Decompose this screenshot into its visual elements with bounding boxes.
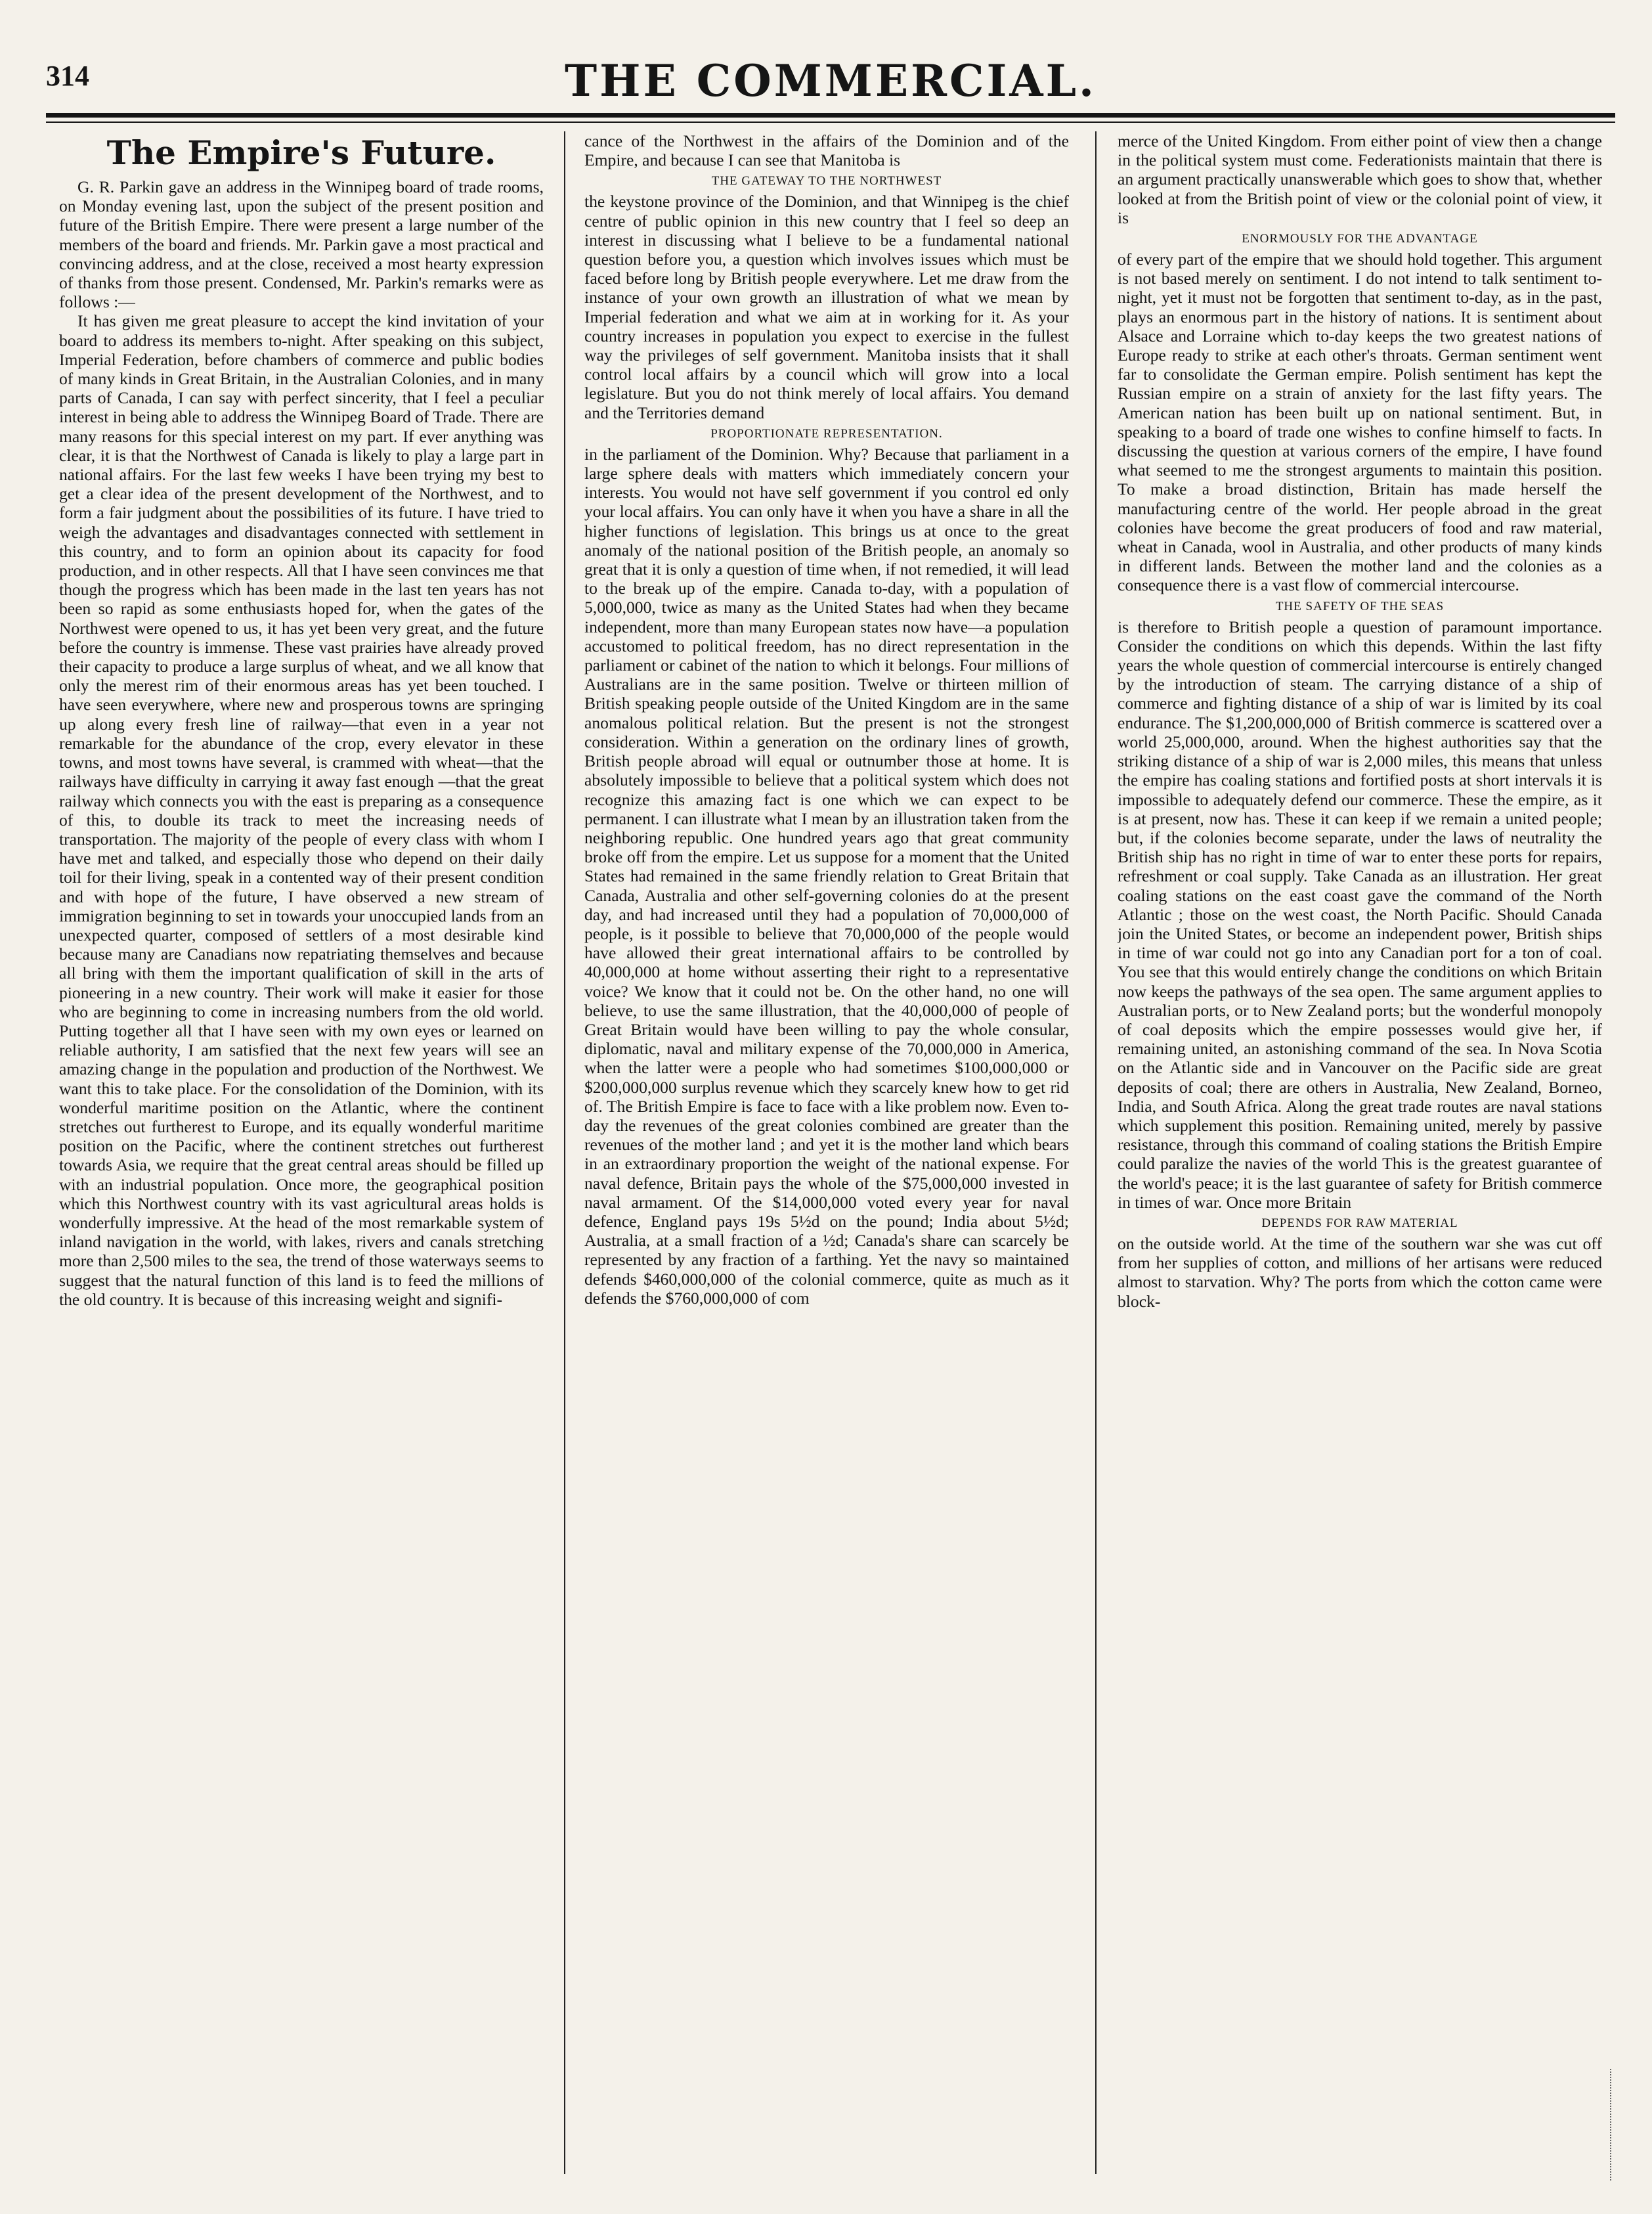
masthead bbox=[46, 55, 1615, 112]
section-subheading: THE GATEWAY TO THE NORTHWEST bbox=[711, 174, 942, 188]
margin-mark bbox=[1610, 2069, 1611, 2181]
body-paragraph: of every part of the empire that we should hold together. This argument is not based merely on sentiment. I do not intend to talk sentiment to-night, yet it must not be forgotten that sentiment to-day, as in the past, plays an enormous part in the history of nations. It is sentiment about Alsace and Lorraine which to-day keeps the two greatest nations of Europe ready to strike at each other's throats. German sentiment went far to consolidate the German empire. Polish sentiment has kept the Russian empire on a strain of anxiety for the last fifty years. The American nation has been built up on national sentiment. But, in speaking to a board of trade one wishes to confine himself to facts. In discussing the question at various corners of the empire, I have found what seemed to me the strongest arguments to maintain this position. To make a broad distinction, Britain has made herself the manufacturing centre of the world. Her people abroad in the great colonies have become the great producers of food and raw material, wheat in Canada, wool in Australia, and other products of many kinds in different lands. Between the mother land and the colonies as a consequence there is a vast flow of commercial intercourse. bbox=[1118, 250, 1602, 595]
column-divider bbox=[1095, 131, 1097, 2174]
body-paragraph: cance of the Northwest in the affairs of the Dominion and of the Empire, and because I can see that Manitoba is bbox=[584, 131, 1069, 170]
intro-paragraph: G. R. Parkin gave an address in the Winnipeg board of trade rooms, on Monday evening last, upon the subject of the present position and future of the British Empire. There were present a large number of the members of the board and friends. Mr. Parkin gave a most practical and convincing address, and at the close, received a most hearty expression of thanks from those present. Condensed, Mr. Parkin's remarks were as follows :— bbox=[59, 177, 544, 312]
page-number: 314 bbox=[46, 60, 89, 92]
column-2 bbox=[584, 131, 1069, 2174]
body-paragraph: the keystone province of the Dominion, and that Winnipeg is the chief centre of public opinion in this new country that I feel so deep an interest in discussing what I believe to be a fundamental national question before you, a question which involves issues which must be faced before long by British people everywhere. Let me draw from the instance of your own growth an illustration of what we mean by Imperial federation and what we aim at in working for it. As your country increases in population you expect to exercise in the fullest way the privileges of self government. Manitoba insists that it shall control local affairs by a council which will grow into a local legislature. But you do not think merely of local affairs. You demand and the Territories demand bbox=[584, 192, 1069, 422]
column-3 bbox=[1118, 131, 1602, 2174]
section-subheading: DEPENDS FOR RAW MATERIAL bbox=[1261, 1216, 1458, 1230]
column-divider bbox=[564, 131, 565, 2174]
body-paragraph: is therefore to British people a question of paramount importance. Consider the conditions on which this depends. Within the last fifty years the whole question of commercial intercourse is entirely changed by the introduction of steam. The carrying distance of a ship of commerce and fighting distance of a ship of war is limited by its coal endurance. The $1,200,000,000 of British commerce is scattered over a world 25,000,000, around. When the highest authorities say that the striking distance of a ship of war is 2,000 miles, this means that unless the empire has coaling stations and fortified posts at short intervals it is impossible to adequately defend our commerce. These the empire, as it is at present, now has. These it can keep if we remain a united people; but, if the colonies become separate, under the laws of neutrality the British ship has no right in time of war to enter these ports for repairs, refreshment or coal supply. Take Canada as an illustration. Her great coaling stations on the east coast gave the command of the North Atlantic ; those on the west coast, the North Pacific. Should Canada join the United States, or become an independent power, British ships in time of war could not go into any Canadian port for a ton of coal. You see that this would entirely change the conditions on which Britain now keeps the pathways of the sea open. The same argument applies to Australian ports, or to New Zealand ports; but the wonderful monopoly of coal deposits which the empire possesses would give her, if remaining united, an astonishing command of the sea. In Nova Scotia on the Atlantic side and in Vancouver on the Pacific side are great deposits of coal; there are others in Australia, New Zealand, Borneo, India, and South Africa. Along the great trade routes are naval stations which supplement this position. Remaining united, merely by passive resistance, through this command of coaling stations the British Empire could paralize the navies of the world This is the greatest guarantee of the world's peace; it is the last guarantee of safety for British commerce in times of war. Once more Britain bbox=[1118, 617, 1602, 1212]
article-columns bbox=[59, 131, 1615, 2174]
newspaper-title: THE COMMERCIAL. bbox=[564, 55, 1097, 106]
column-1 bbox=[59, 131, 544, 2174]
body-paragraph: It has given me great pleasure to accept the kind invitation of your board to address its members to-night. After speaking on this subject, Imperial Federation, before chambers of commerce and public bodies of many kinds in Great Britain, in the Australian Colonies, and in many parts of Canada, I can say with perfect sincerity, that I feel a peculiar interest in being able to address the Winnipeg Board of Trade. There are many reasons for this special interest on my part. If ever anything was clear, it is that the Northwest of Canada is likely to play a large part in national affairs. For the last few weeks I have been trying my best to get a clear idea of the present development of the Northwest, and to form a fair judgment about the possibilities of its future. I have tried to weigh the advantages and disadvantages connected with settlement in this country, and to form an opinion about its capacity for food production, and in other respects. All that I have seen convinces me that though the progress which has been made in the last ten years has not been so rapid as some enthusiasts hoped for, when the gates of the Northwest were opened to us, it has yet been very great, and the future before the country is immense. These vast prairies have already proved their capacity to produce a large surplus of wheat, and we all know that only the merest rim of their enormous areas has yet been touched. I have seen everywhere, where new and prosperous towns are springing up along every fresh line of railway—that even in a year not remarkable for the abundance of the crop, every elevator in these towns, and most towns have several, is crammed with wheat—that the railways have difficulty in carrying it away fast enough —that the great railway which connects you with the east is preparing as a consequence of this, to double its track to meet the increasing needs of transportation. The majority of the people of every class with whom I have met and talked, and especially those who depend on their daily toil for their living, speak in a contented way of their present condition and with hope of the future, I have observed a new stream of immigration beginning to set in towards your unoccupied lands from an unexpected quarter, composed of settlers of a most desirable kind because many are Canadians now repatriating themselves and because all bring with them the important qualification of skill in the arts of pioneering in a new country. Their work will make it easier for those who are beginning to come in increasing numbers from the old world. Putting together all that I have seen with my own eyes or learned on reliable authority, I am satisfied that the next few years will see an amazing change in the population and production of the Northwest. We want this to take place. For the consolidation of the Dominion, with its wonderful maritime position on the Atlantic, where the continent stretches out furtherest to Europe, and its equally wonderful maritime position on the Pacific, where the continent stretches out furtherest towards Asia, we require that the great central areas should be filled up with an industrial population. Once more, the geographical position which this Northwest country with its vast agricultural areas holds is wonderfully impressive. At the head of the most remarkable system of inland navigation in the world, with lakes, rivers and canals stretching more than 2,500 miles to the sea, the trend of those waterways seems to suggest that the natural function of this land is to feed the millions of the old country. It is because of this increasing weight and signifi- bbox=[59, 311, 544, 1309]
section-subheading: THE SAFETY OF THE SEAS bbox=[1275, 599, 1445, 613]
section-subheading: ENORMOUSLY FOR THE ADVANTAGE bbox=[1242, 232, 1478, 246]
header-rule-thin bbox=[46, 122, 1615, 123]
section-subheading: PROPORTIONATE REPRESENTATION. bbox=[710, 426, 943, 441]
body-paragraph: merce of the United Kingdom. From either point of view then a change in the political system must come. Federationists maintain that there is an argument practically unanswerable which goes to show that, whether looked at from the British point of view or the colonial point of view, it is bbox=[1118, 131, 1602, 227]
body-paragraph: in the parliament of the Dominion. Why? Because that parliament in a large sphere deals with matters which immediately concern your interests. You would not have self government if you control ed only your local affairs. You can only have it when you have a share in all the higher functions of legislation. This brings us at once to the great anomaly of the national position of the British people, an anomaly so great that it is only a question of time when, if not remedied, it will lead to the break up of the empire. Canada to-day, with a population of 5,000,000, twice as many as the United States had when they became independent, more than many European states now have—a population accustomed to political freedom, has no direct representation in the parliament or cabinet of the nation to which it belongs. Four millions of Australians are in the same position. Twelve or thirteen million of British speaking people outside of the United Kingdom are in the same anomalous political relation. But the present is not the strongest consideration. Within a generation on the ordinary lines of growth, British people abroad will equal or outnumber those at home. It is absolutely impossible to believe that a political system which does not recognize this amazing fact is one which we can expect to be permanent. I can illustrate what I mean by an illustration taken from the neighboring republic. One hundred years ago that great community broke off from the empire. Let us suppose for a moment that the United States had remained in the same friendly relation to Great Britain that Canada, Australia and other self-governing colonies do at the present day, and had increased until they had a population of 70,000,000 of people, is it possible to believe that 70,000,000 of the people would have allowed their great international affairs to be controlled by 40,000,000 at home without asserting their right to a representative voice? We know that it could not be. On the other hand, no one will believe, to use the same illustration, that the 40,000,000 of people of Great Britain would have been willing to pay the whole consular, diplomatic, naval and military expense of the 70,000,000 in America, when the latter were a people who had sometimes $100,000,000 or $200,000,000 surplus revenue which they scarcely knew how to get rid of. The British Empire is face to face with a like problem now. Even to-day the revenues of the great colonies combined are greater than the revenues of the mother land ; and yet it is the mother land which bears in an extraordinary proportion the weight of the national expense. For naval defence, Britain pays the whole of the $75,000,000 invested in naval armament. Of the $14,000,000 voted every year for naval defence, England pays 19s 5½d on the pound; India about 5½d; Australia, at a small fraction of a ½d; Canada's share can scarcely be represented by any fraction of a farthing. Yet the navy so maintained defends $460,000,000 of the colonial commerce, quite as much as it defends the $760,000,000 of com bbox=[584, 444, 1069, 1308]
header-rule-thick bbox=[46, 113, 1615, 118]
article-title: The Empire's Future. bbox=[106, 133, 496, 172]
body-paragraph: on the outside world. At the time of the southern war she was cut off from her supplies of cotton, and millions of her artisans were reduced almost to starvation. Why? The ports from which the cotton came were block- bbox=[1118, 1233, 1602, 1311]
